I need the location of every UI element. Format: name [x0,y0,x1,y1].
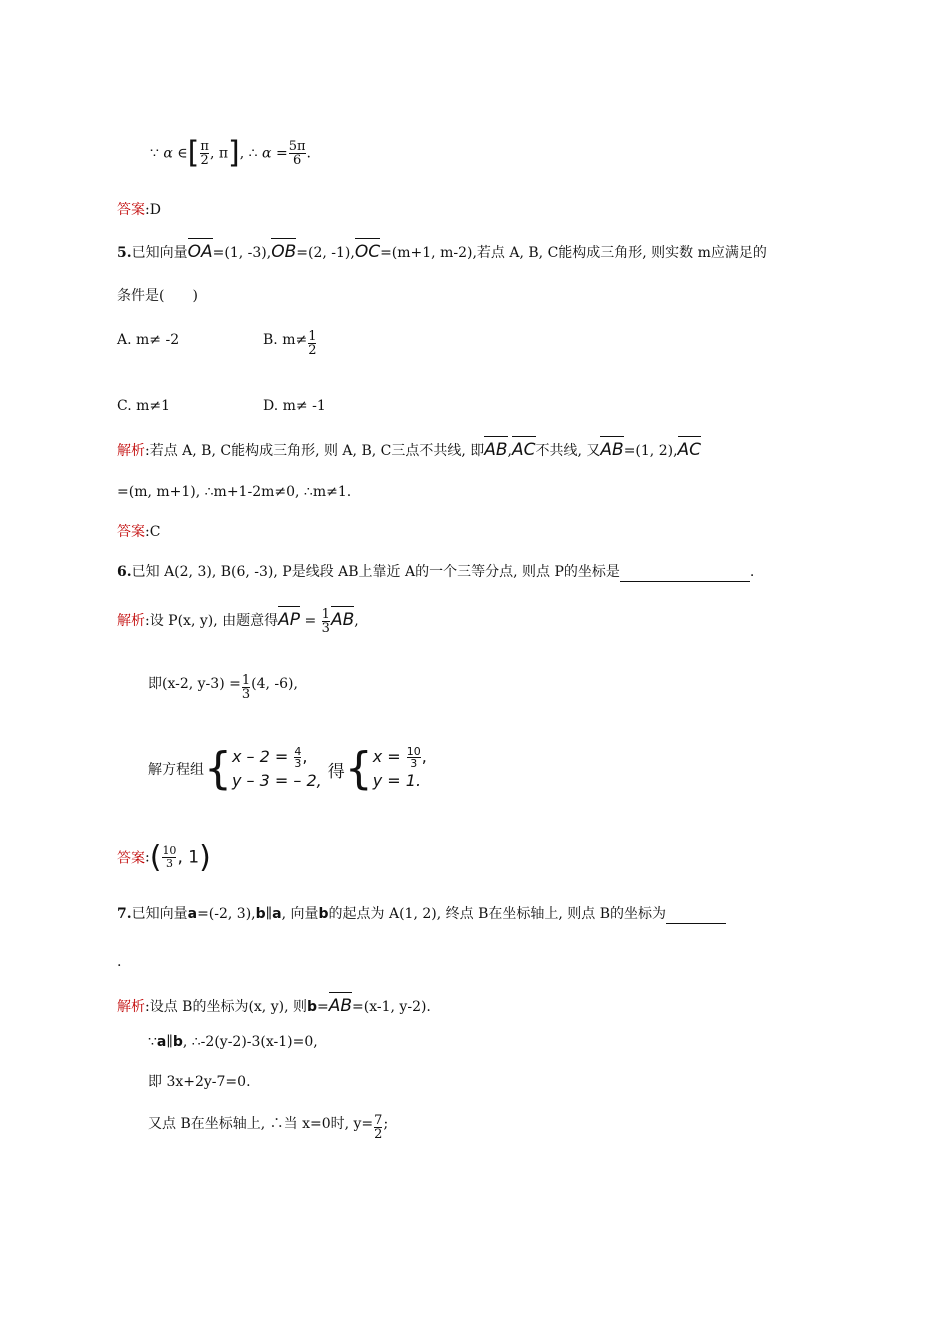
option-text: B. m≠ [263,332,308,348]
vector-label: AB [330,610,355,630]
answer-blank[interactable] [666,907,726,924]
answer-label: 答案 [117,202,145,218]
vector-ob [271,238,296,262]
vector-oa [188,238,213,262]
vector-b: b [255,906,266,922]
colon: : [145,849,150,866]
answer-prev [117,200,161,220]
right-bracket: ] [228,135,240,171]
equation-fraction [294,746,301,769]
interval-numerator: π [200,139,209,154]
result-fraction [289,140,306,167]
vector-ac [512,436,536,460]
denominator: 2 [308,343,317,358]
solution-text: 即(x-2, y-3) = [148,676,241,692]
period: . [306,145,311,162]
alpha-symbol-2: α [262,145,272,162]
question-number: 6. [117,564,132,580]
solution-text: 不共线, 又 [535,443,601,459]
q6-solution-line2 [148,674,298,701]
result-denominator: 6 [289,153,306,167]
q6-solution-system [148,745,427,793]
parallel-symbol: ∥ [265,906,273,922]
vector-b: b [172,1034,183,1050]
vector-a: a [156,1034,167,1050]
vector-b: b [318,906,329,922]
vector-label: AC [512,440,536,460]
fraction-seven-halves [374,1114,382,1141]
solution-text: , ∴-2(y-2)-3(x-1)=0, [182,1034,318,1050]
equation-row [232,745,322,769]
solution-line-alpha: ∵ α ∈[ $\frac{\pi}{2}$ , π], ∴ α = $\frac{5\pi}{6}$ . [150,135,311,171]
left-brace: { [204,743,232,794]
vector-a: a [272,906,282,922]
numerator: 1 [241,673,251,688]
period: . [749,564,755,580]
vector-b: b [306,999,318,1015]
parallel-symbol: ∥ [166,1034,173,1050]
comma: , [354,613,359,629]
q5-option-d: D. m≠ -1 [263,398,326,414]
interval-fraction [200,140,209,167]
equals-sign: = [275,145,288,162]
vector-label: OA [187,242,213,262]
denominator: 3 [321,620,330,636]
q5-option-a: A. m≠ -2 [117,332,180,348]
q6-answer [117,840,211,875]
stem-text: =(-2, 3), [197,906,256,922]
numerator: 7 [374,1113,383,1128]
vector-ac-2 [678,436,702,460]
denominator: 3 [241,687,251,702]
q6-stem [117,562,754,582]
fraction-one-third [242,674,250,701]
denominator: 3 [294,757,302,770]
equation-row [232,769,322,793]
equation-system-2 [373,745,427,793]
numerator: 1 [308,329,317,344]
because-symbol: ∵ [150,145,159,162]
in-symbol: ∈ [177,145,188,162]
vector-ab [331,606,354,630]
comma: , [421,747,427,766]
answer-label: 答案 [117,850,145,867]
solution-label: 解析 [117,443,145,459]
result-numerator: 5π [288,139,306,154]
solution-label: 解析 [117,999,145,1015]
denominator: 2 [374,1127,383,1142]
solution-text: 解方程组 [148,762,204,778]
vector-a: a [187,906,198,922]
numerator: 4 [294,745,302,758]
solution-label: 解析 [117,613,145,629]
vector-label: AC [677,440,702,460]
equation-system-1 [232,745,322,793]
q7-solution-line3: 即 3x+2y-7=0. [148,1074,251,1090]
q7-stem-end: . [117,954,122,970]
left-bracket: [ [187,135,200,171]
q5-solution-line1 [117,436,701,461]
q7-solution-line4 [148,1114,388,1141]
vector-label: AB [600,440,624,460]
answer-value: , 1 [177,847,200,868]
vector-label: AB [484,440,508,460]
answer-fraction [162,845,176,870]
q7-stem [117,904,726,924]
vector-ap [278,606,300,630]
solution-text: =(1, 2), [623,443,678,459]
because-symbol: ∵ [148,1034,157,1050]
q5-option-c: C. m≠1 [117,398,171,414]
answer-blank[interactable] [620,565,750,582]
right-paren: ) [199,840,211,875]
q7-solution-line2 [148,1032,318,1052]
q7-solution-line1 [117,992,431,1017]
equation-text: y = 1. [372,771,422,790]
vector-label: OB [271,242,297,262]
q5-stem-line1 [117,238,767,263]
equals-sign: = [300,613,321,629]
comma: , [302,747,308,766]
answer-value: :C [145,524,161,540]
answer-value: :D [145,202,161,218]
equals-sign: = [317,999,329,1015]
question-number: 5. [117,245,132,261]
stem-text: 的起点为 A(1, 2), 终点 B在坐标轴上, 则点 B的坐标为 [328,906,667,922]
solution-text: :若点 A, B, C能构成三角形, 则 A, B, C三点不共线, 即 [145,443,485,459]
option-fraction [308,330,316,357]
vector-value: =(1, -3), [212,245,272,261]
left-paren: ( [149,840,162,875]
denominator: 3 [407,757,421,769]
vector-oc [355,238,380,262]
vector-value: =(2, -1), [296,245,355,261]
stem-text: 若点 A, B, C能构成三角形, 则实数 m应满足的 [476,245,767,261]
q6-solution-line1 [117,606,359,635]
equation-text: x = [372,747,406,766]
numerator: 10 [406,745,421,758]
left-brace: { [344,743,373,794]
answer-label: 答案 [117,524,145,540]
vector-label: AB [328,996,353,1016]
therefore-symbol: ∴ [248,145,258,162]
stem-text: , 向量 [281,906,319,922]
stem-text: 已知向量 [131,906,188,922]
q5-stem-line2: 条件是( ) [117,288,198,304]
comma: , [507,443,512,459]
interval-denominator: 2 [200,153,209,168]
vector-ab-2 [600,436,623,460]
equation-fraction [407,746,421,769]
vector-ab [329,992,352,1016]
semicolon: ; [383,1116,389,1132]
stem-text: 已知 A(2, 3), B(6, -3), P是线段 AB上靠近 A的一个三等分点, 则点 P的坐标是 [131,564,620,580]
solution-text: 又点 B在坐标轴上, ∴当 x=0时, y= [148,1116,374,1132]
stem-text: 已知向量 [131,245,188,261]
solution-text: (4, -6), [251,676,298,692]
solution-text: 得 [327,761,345,782]
vector-label: AP [278,610,301,630]
interval-end: π [218,145,229,162]
equation-row [373,769,427,793]
question-number: 7. [117,906,132,922]
q5-answer [117,522,160,542]
vector-label: OC [354,242,381,262]
equation-row [373,745,427,769]
alpha-symbol: α [163,145,173,162]
numerator: 10 [162,844,177,857]
equation-text: x – 2 = [232,747,294,766]
fraction-one-third [322,608,330,635]
q5-solution-line2: =(m, m+1), ∴m+1-2m≠0, ∴m≠1. [117,484,352,500]
q5-option-b [263,330,317,357]
vector-ab [484,436,507,460]
solution-text: :设点 B的坐标为(x, y), 则 [145,999,307,1015]
denominator: 3 [162,857,176,870]
vector-value: =(m+1, m-2), [380,245,477,261]
equation-text: y – 3 = – 2, [232,771,322,790]
solution-text: :设 P(x, y), 由题意得 [145,613,279,629]
solution-text: =(x-1, y-2). [352,999,431,1015]
numerator: 1 [321,606,330,622]
